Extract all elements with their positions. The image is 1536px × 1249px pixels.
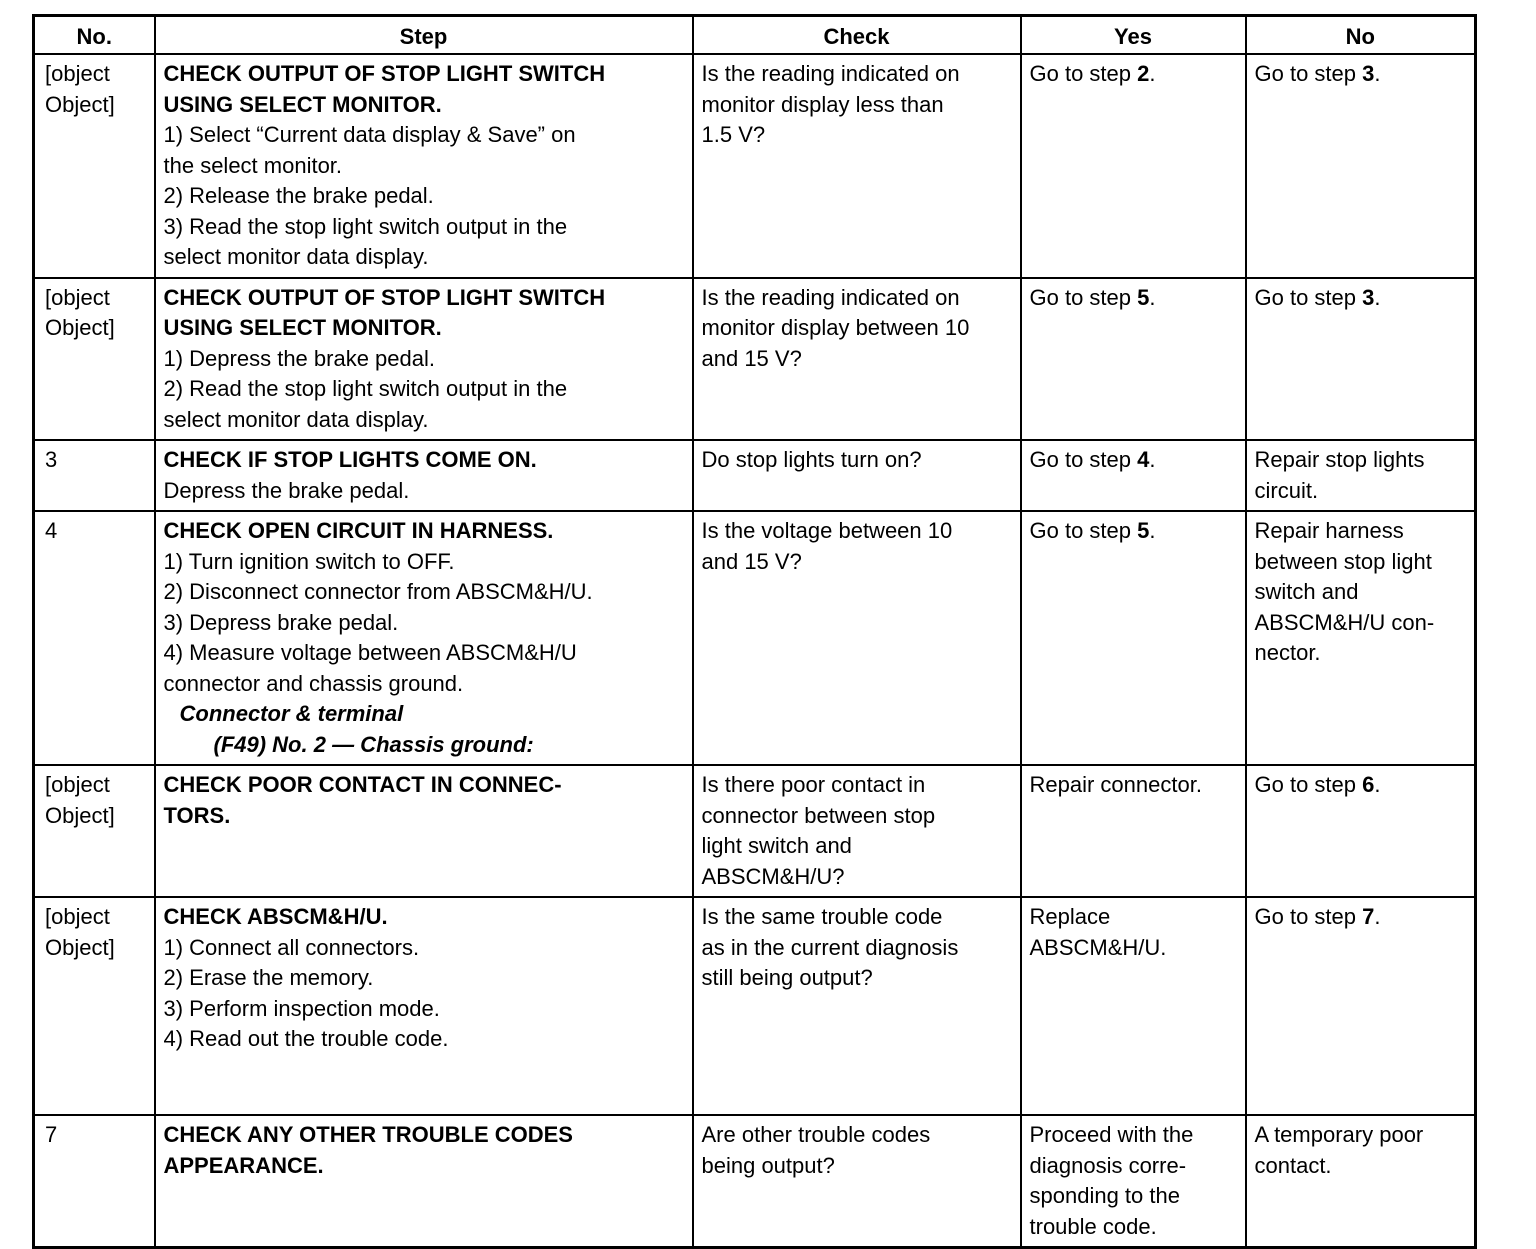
table-row [34,1115,1476,1248]
step-instruction: 2) Disconnect connector from ABSCM&H/U. [163,579,593,604]
step-number: [object Object] [34,897,155,1115]
diagnostic-table-container [32,14,1474,1249]
no-cell [1246,1115,1476,1248]
step-cell [155,765,693,897]
yes-step-number: 5 [1137,518,1150,543]
check-cell [693,1115,1021,1248]
check-cell [693,897,1021,1115]
no-cell [1246,54,1476,278]
check-cell [693,765,1021,897]
table-row [34,511,1476,765]
check-text: light switch and [701,833,852,858]
no-cell [1246,511,1476,765]
connector-terminal-value: (F49) No. 2 — Chassis ground: [213,731,534,757]
step-title: USING SELECT MONITOR. [163,315,442,340]
yes-end: . [1149,61,1156,86]
yes-text: diagnosis corre- [1029,1152,1187,1178]
no-text: switch and [1254,579,1359,604]
check-text: Is there poor contact in [701,772,926,797]
check-cell [693,511,1021,765]
step-instruction: connector and chassis ground. [163,670,464,696]
step-title: CHECK ANY OTHER TROUBLE CODES [163,1122,573,1147]
yes-text: Replace [1029,904,1111,929]
yes-text: Go to step [1029,61,1138,86]
step-instruction: 3) Perform inspection mode. [163,995,440,1021]
no-cell [1246,897,1476,1115]
step-instruction: Depress the brake pedal. [163,477,410,503]
no-step-number: 6 [1362,772,1375,797]
step-instruction: the select monitor. [163,152,343,178]
yes-step-number: 4 [1137,447,1150,472]
check-text: Is the same trouble code [701,904,943,929]
step-instruction: 1) Depress the brake pedal. [163,345,435,371]
no-end: . [1374,904,1381,929]
step-instruction: 4) Read out the trouble code. [163,1026,449,1051]
step-number: 4 [34,511,155,765]
check-text: as in the current diagnosis [701,934,959,960]
table-row [34,278,1476,441]
step-cell [155,1115,693,1248]
no-text: A temporary poor [1254,1122,1424,1147]
no-text: Repair harness [1254,518,1404,543]
no-text: Go to step [1254,284,1363,310]
header-row [34,16,1476,55]
check-text: ABSCM&H/U? [701,863,845,889]
step-instruction: 3) Depress brake pedal. [163,609,399,635]
step-cell [155,54,693,278]
step-instruction: 1) Connect all connectors. [163,934,420,960]
step-instruction: 2) Erase the memory. [163,965,374,990]
yes-cell [1021,54,1246,278]
header-check: Check [693,16,1021,55]
step-instruction: 1) Turn ignition switch to OFF. [163,548,455,574]
step-title: CHECK OUTPUT OF STOP LIGHT SWITCH [163,61,606,86]
header-no: No. [34,16,155,55]
yes-text: Proceed with the [1029,1122,1194,1147]
step-instruction: select monitor data display. [163,244,429,269]
yes-text: Go to step [1029,447,1138,472]
yes-end: . [1149,518,1156,543]
check-text: Is the reading indicated on [701,61,960,86]
step-title: CHECK OPEN CIRCUIT IN HARNESS. [163,518,554,543]
yes-cell [1021,440,1246,511]
yes-cell [1021,278,1246,441]
yes-text: trouble code. [1029,1213,1157,1239]
check-cell [693,440,1021,511]
step-title: USING SELECT MONITOR. [163,91,442,117]
no-step-number: 3 [1362,61,1375,86]
check-text: still being output? [701,965,873,990]
check-text: Is the voltage between 10 [701,518,953,543]
check-text: being output? [701,1152,835,1178]
no-text: ABSCM&H/U con- [1254,609,1435,635]
no-text: contact. [1254,1152,1332,1178]
table-row [34,54,1476,278]
yes-text: sponding to the [1029,1183,1180,1208]
step-number: 7 [34,1115,155,1248]
yes-text: Go to step [1029,284,1138,310]
table-row [34,440,1476,511]
yes-end: . [1149,284,1156,310]
no-text: between stop light [1254,548,1432,574]
yes-text: Repair connector. [1029,772,1202,797]
step-instruction: 2) Release the brake pedal. [163,183,434,208]
step-title: TORS. [163,802,231,828]
connector-terminal-label: Connector & terminal [179,701,404,726]
step-instruction: select monitor data display. [163,406,429,432]
yes-text: ABSCM&H/U. [1029,934,1167,960]
no-text: Go to step [1254,904,1363,929]
check-text: Are other trouble codes [701,1122,931,1147]
step-number: [object Object] [34,765,155,897]
no-cell [1246,440,1476,511]
no-text: Repair stop lights [1254,447,1425,472]
check-text: and 15 V? [701,548,802,574]
check-text: monitor display less than [701,91,944,117]
table-row [34,765,1476,897]
step-instruction: 4) Measure voltage between ABSCM&H/U [163,640,577,665]
yes-step-number: 2 [1137,61,1150,86]
no-step-number: 7 [1362,904,1375,929]
step-number: [object Object] [34,54,155,278]
no-text: nector. [1254,640,1321,665]
step-instruction: 1) Select “Current data display & Save” on [163,122,576,147]
step-title: CHECK IF STOP LIGHTS COME ON. [163,447,537,472]
header-yes: Yes [1021,16,1246,55]
step-cell [155,511,693,765]
step-cell [155,897,693,1115]
no-text: Go to step [1254,61,1363,86]
step-title: CHECK ABSCM&H/U. [163,904,388,929]
no-end: . [1374,61,1381,86]
step-title: CHECK OUTPUT OF STOP LIGHT SWITCH [163,284,606,310]
check-text: Do stop lights turn on? [701,447,922,472]
header-no-result: No [1246,16,1476,55]
yes-cell [1021,1115,1246,1248]
yes-text: Go to step [1029,518,1138,543]
step-title: APPEARANCE. [163,1152,324,1178]
yes-cell [1021,897,1246,1115]
check-text: 1.5 V? [701,122,766,147]
header-step: Step [155,16,693,55]
step-number: 3 [34,440,155,511]
step-instruction: 2) Read the stop light switch output in the [163,376,568,401]
check-cell [693,54,1021,278]
yes-step-number: 5 [1137,284,1150,310]
yes-cell [1021,765,1246,897]
check-text: connector between stop [701,802,936,828]
step-number: [object Object] [34,278,155,441]
no-text: circuit. [1254,477,1319,503]
check-text: monitor display between 10 [701,315,970,340]
no-end: . [1374,284,1381,310]
no-cell [1246,765,1476,897]
step-instruction: 3) Read the stop light switch output in the [163,213,568,239]
table-row [34,897,1476,1115]
step-cell [155,278,693,441]
no-text: Go to step [1254,772,1363,797]
check-text: Is the reading indicated on [701,284,960,310]
step-title: CHECK POOR CONTACT IN CONNEC- [163,772,562,797]
yes-cell [1021,511,1246,765]
yes-end: . [1149,447,1156,472]
check-cell [693,278,1021,441]
step-cell [155,440,693,511]
no-step-number: 3 [1362,284,1375,310]
check-text: and 15 V? [701,345,802,371]
no-end: . [1374,772,1381,797]
no-cell [1246,278,1476,441]
diagnostic-table [32,14,1477,1249]
